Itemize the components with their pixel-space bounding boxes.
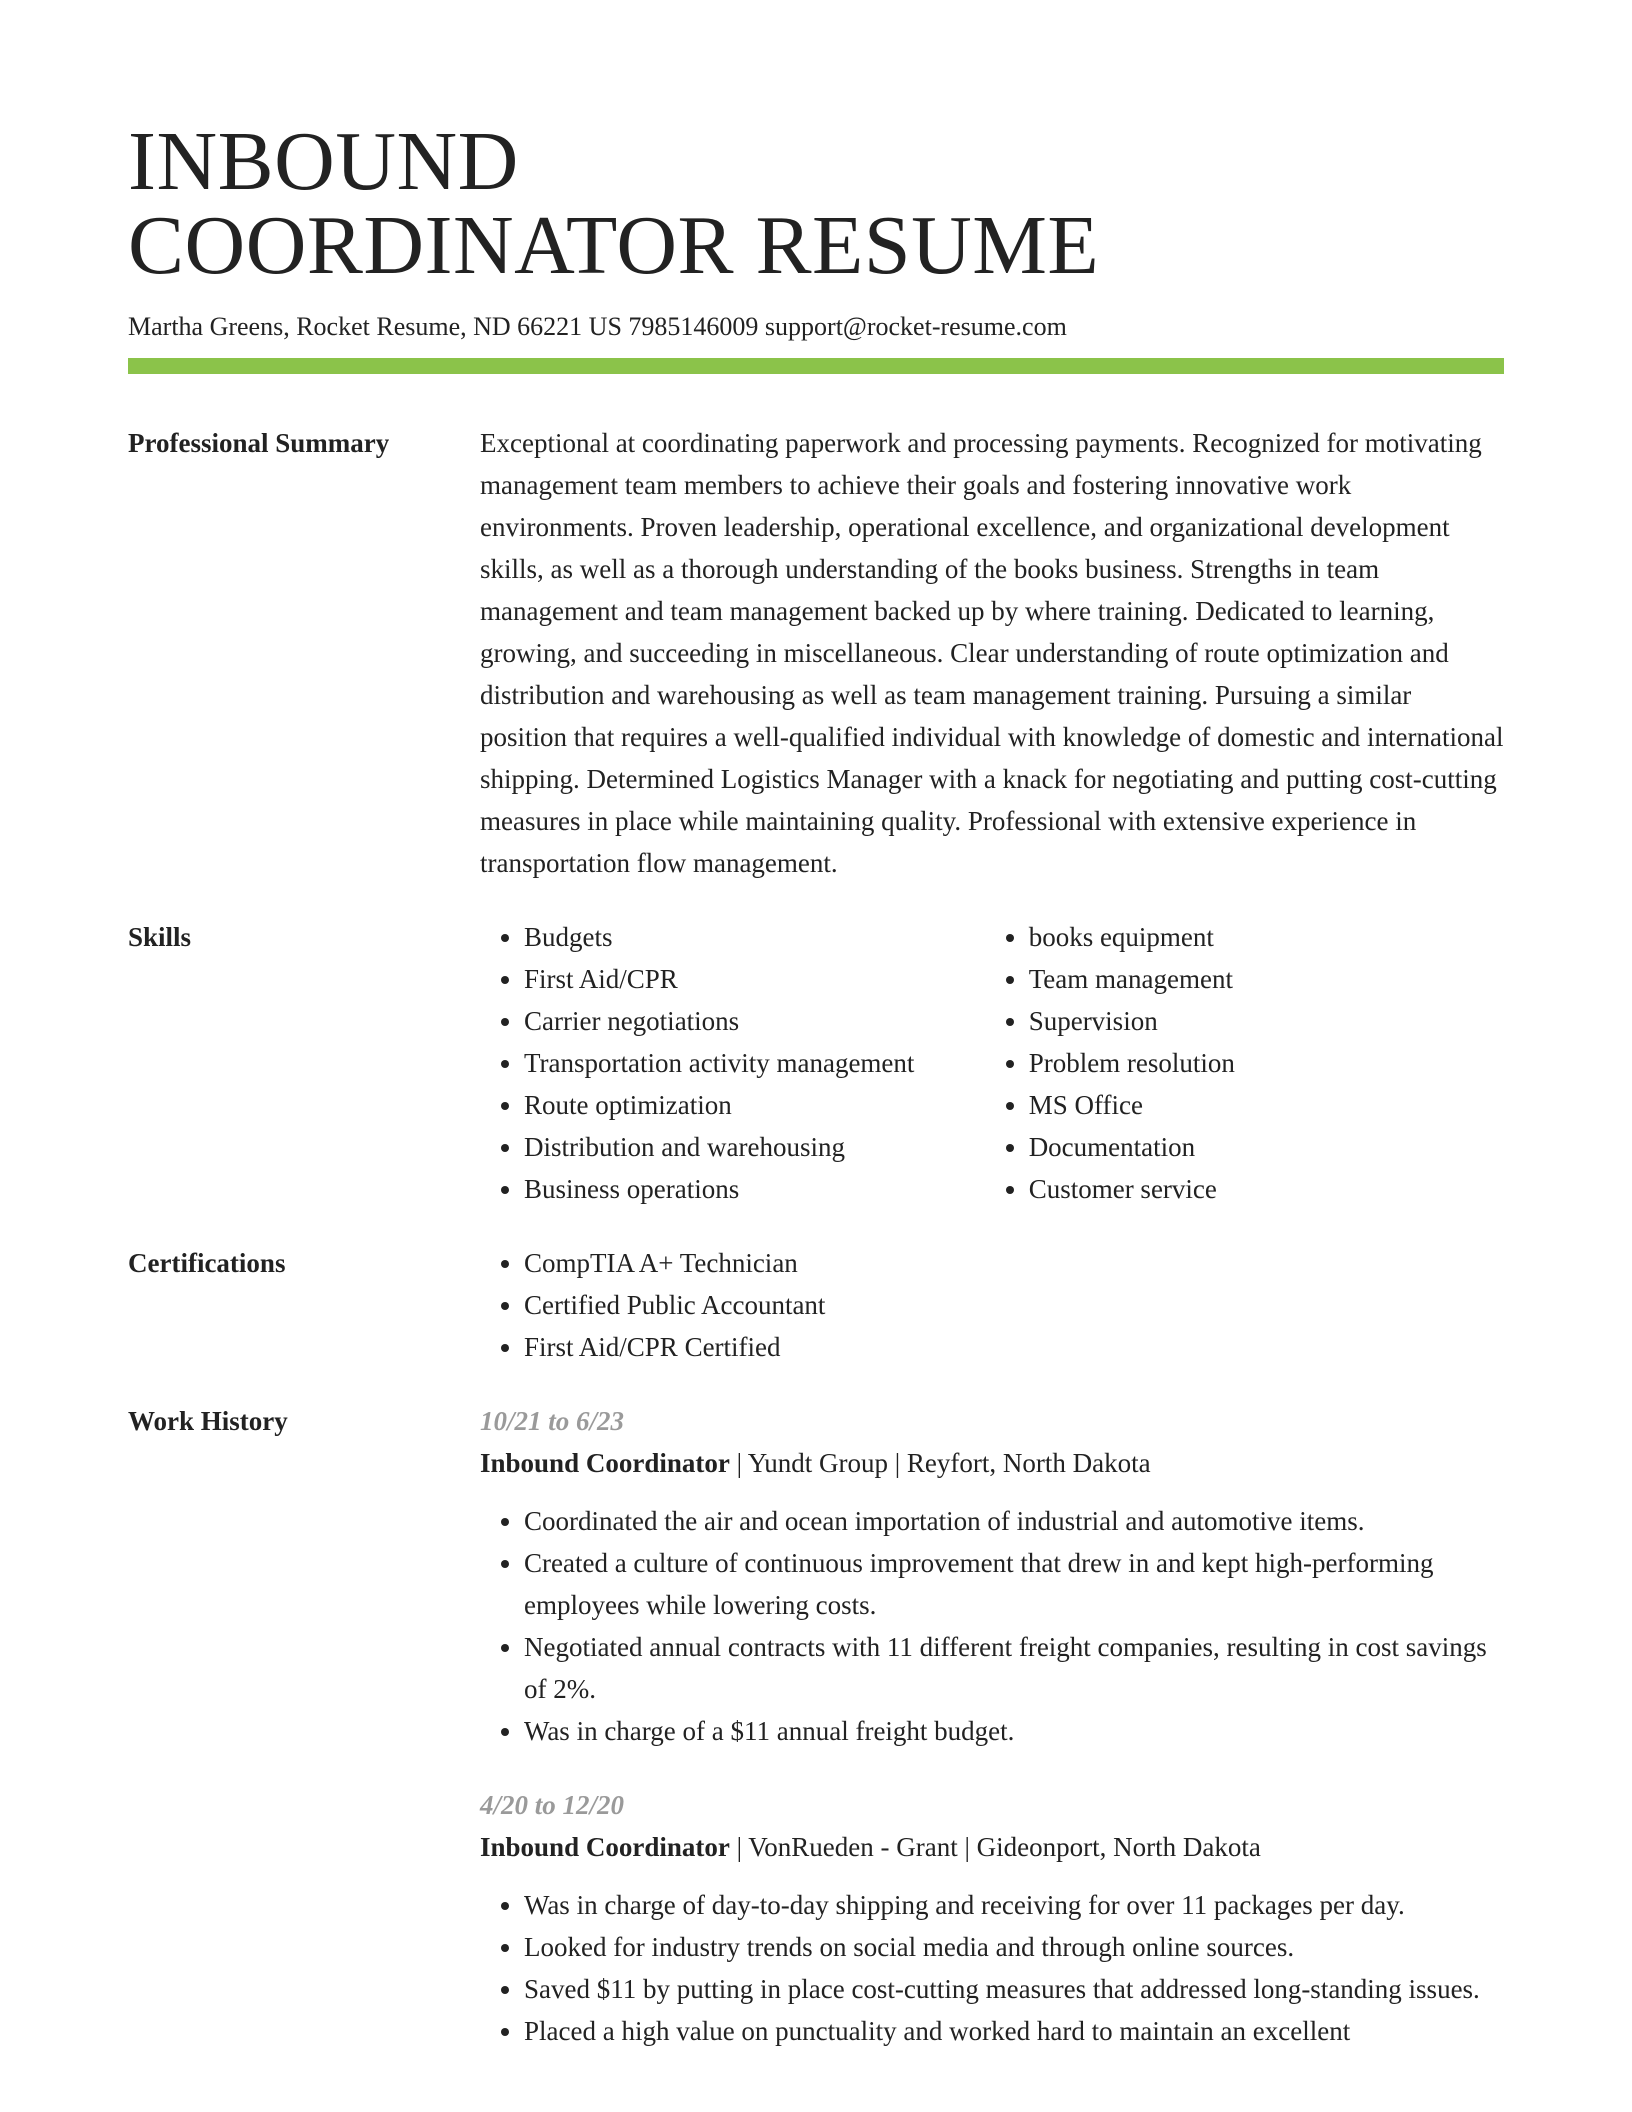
job-bullets — [480, 1884, 1504, 2052]
skills-column-1 — [480, 916, 985, 1210]
skill-item: • Route optimization — [524, 1084, 985, 1126]
skill-item: • Budgets — [524, 916, 985, 958]
certifications-section — [128, 1242, 1504, 1368]
skills-body — [480, 916, 1504, 1210]
job-dates: 4/20 to 12/20 — [480, 1790, 625, 1820]
certification-item: • First Aid/CPR Certified — [524, 1326, 1504, 1368]
skill-item: • Customer service — [1029, 1168, 1504, 1210]
summary-body — [480, 422, 1504, 884]
skill-item: • Documentation — [1029, 1126, 1504, 1168]
skill-item: • Team management — [1029, 958, 1504, 1000]
job-bullet: • Was in charge of day-to-day shipping and receiving for over 11 packages per day. — [524, 1884, 1504, 1926]
skill-item: • Transportation activity management — [524, 1042, 985, 1084]
skill-item: • Distribution and warehousing — [524, 1126, 985, 1168]
job-bullet: • Created a culture of continuous improvement that drew in and kept high-performing employees while lowering costs. — [524, 1542, 1504, 1626]
certifications-body — [480, 1242, 1504, 1368]
job-entry — [480, 1784, 1504, 2052]
certification-item: • CompTIA A+ Technician — [524, 1242, 1504, 1284]
resume-page — [128, 115, 1504, 2052]
summary-heading: Professional Summary — [128, 428, 390, 458]
skill-item: • books equipment — [1029, 916, 1504, 958]
job-bullet: • Saved $11 by putting in place cost-cutting measures that addressed long-standing issues. — [524, 1968, 1504, 2010]
job-bullet: • Was in charge of a $11 annual freight budget. — [524, 1710, 1504, 1752]
skills-heading: Skills — [128, 922, 192, 952]
job-heading — [480, 1442, 1504, 1484]
summary-text: Exceptional at coordinating paperwork and processing payments. Recognized for motivating management team members to achieve their goals and fostering innovative work environments. Proven leadership, operational excellence, and organizational development skills, as well as a thorough understanding of the books business. Strengths in team management and team management backed up by where training. Dedicated to learning, growing, and succeeding in miscellaneous. Clear understanding of route optimization and distribution and warehousing as well as team management training. Pursuing a similar position that requires a well-qualified individual with knowledge of domestic and international shipping. Determined Logistics Manager with a knack for negotiating and putting cost-cutting measures in place while maintaining quality. Professional with extensive experience in transportation flow management. — [480, 428, 1504, 878]
certifications-list — [480, 1242, 1504, 1368]
job-bullet: • Looked for industry trends on social media and through online sources. — [524, 1926, 1504, 1968]
job-bullet: • Negotiated annual contracts with 11 different freight companies, resulting in cost savings of 2%. — [524, 1626, 1504, 1710]
skill-item: • First Aid/CPR — [524, 958, 985, 1000]
job-dates: 10/21 to 6/23 — [480, 1406, 625, 1436]
job-bullet: • Coordinated the air and ocean importation of industrial and automotive items. — [524, 1500, 1504, 1542]
skill-item: • MS Office — [1029, 1084, 1504, 1126]
skill-item: • Carrier negotiations — [524, 1000, 985, 1042]
job-details: | VonRueden - Grant | Gideonport, North Dakota — [729, 1832, 1261, 1862]
skills-section — [128, 916, 1504, 1210]
title-line-1: INBOUND — [128, 115, 519, 208]
job-entry — [480, 1400, 1504, 1752]
skills-column-2 — [985, 916, 1504, 1210]
skill-item: • Business operations — [524, 1168, 985, 1210]
certifications-heading: Certifications — [128, 1248, 286, 1278]
job-bullets — [480, 1500, 1504, 1752]
skill-item: • Problem resolution — [1029, 1042, 1504, 1084]
summary-section — [128, 422, 1504, 884]
job-heading — [480, 1826, 1504, 1868]
work-history-body — [480, 1400, 1504, 2052]
job-bullet: • Placed a high value on punctuality and worked hard to maintain an excellent — [524, 2010, 1504, 2052]
page-title — [128, 115, 1504, 292]
work-history-heading: Work History — [128, 1406, 288, 1436]
job-title: Inbound Coordinator — [480, 1832, 730, 1862]
certification-item: • Certified Public Accountant — [524, 1284, 1504, 1326]
work-history-section — [128, 1400, 1504, 2052]
skill-item: • Supervision — [1029, 1000, 1504, 1042]
job-details: | Yundt Group | Reyfort, North Dakota — [729, 1448, 1151, 1478]
title-line-2: COORDINATOR RESUME — [128, 199, 1100, 292]
job-title: Inbound Coordinator — [480, 1448, 730, 1478]
accent-divider — [128, 358, 1504, 374]
contact-info: Martha Greens, Rocket Resume, ND 66221 US 7985146009 support@rocket-resume.com — [128, 312, 1067, 341]
